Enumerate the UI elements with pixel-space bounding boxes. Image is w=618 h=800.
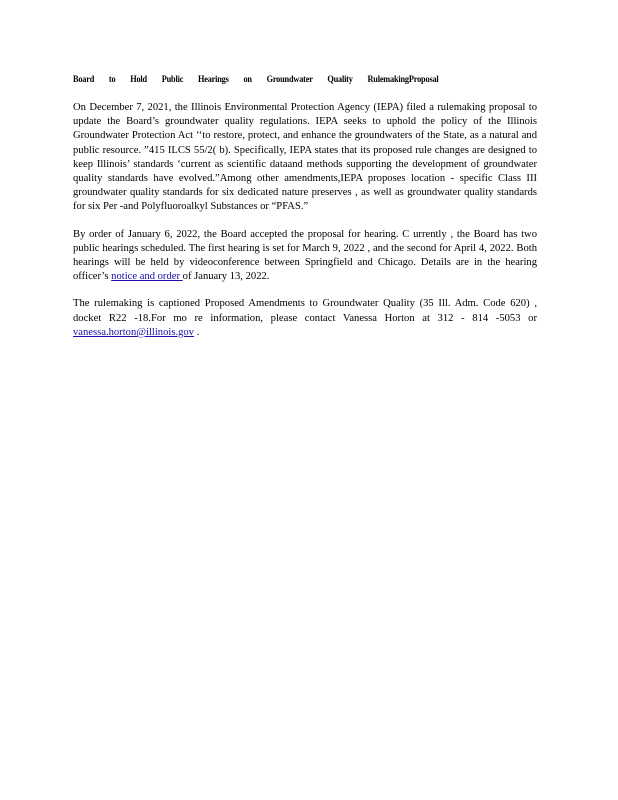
paragraph-hearing-schedule <box>73 228 537 285</box>
paragraph-text: The rulemaking is captioned Proposed Amendments to Groundwater Quality (35 Ill. Adm. Code 620) , docket R22 -18.For mo re information, please contact Vanessa Horton at 312 - 814 -5053 or <box>73 298 537 324</box>
contact-email-link[interactable]: vanessa.horton@illinois.gov <box>73 326 194 338</box>
paragraph-text: By order of January 6, 2022, the Board accepted the proposal for hearing. C urrently , the Board has two public hearings scheduled. The first hearing is set for March 9, 2022 , and the second for April 4, 2022. Both hearings will be held by videoconference between Springfield and Chicago. Details are in the hearing officer’s <box>73 228 537 283</box>
paragraph-text: . <box>193 326 200 338</box>
paragraph-contact-info <box>73 297 537 340</box>
document-title: Board to Hold Public Hearings on Groundwater Quality RulemakingProposal <box>73 74 439 84</box>
notice-and-order-link[interactable]: notice and order <box>111 271 183 283</box>
paragraph-text: of January 13, 2022. <box>182 271 270 283</box>
document-page <box>73 74 537 353</box>
paragraph-proposal-summary: On December 7, 2021, the Illinois Environmental Protection Agency (IEPA) filed a rulemaking proposal to update the Board’s groundwater quality regulations. IEPA seeks to uphold the policy of the Illinois Groundwater Protection Act ‘‘to restore, protect, and enhance the groundwaters of the State, as a natural and public resource. ”415 ILCS 55/2( b). Specifically, IEPA states that its proposed rule changes are designed to keep Illinois’ standards ‘current as scientific dataand methods supporting the development of groundwater quality standards have evolved.”Among other amendments,IEPA proposes location - specific Class III groundwater quality standards for six dedicated nature preserves , as well as groundwater quality standards for six Per -and Polyfluoroalkyl Substances or “PFAS.” <box>73 102 537 213</box>
